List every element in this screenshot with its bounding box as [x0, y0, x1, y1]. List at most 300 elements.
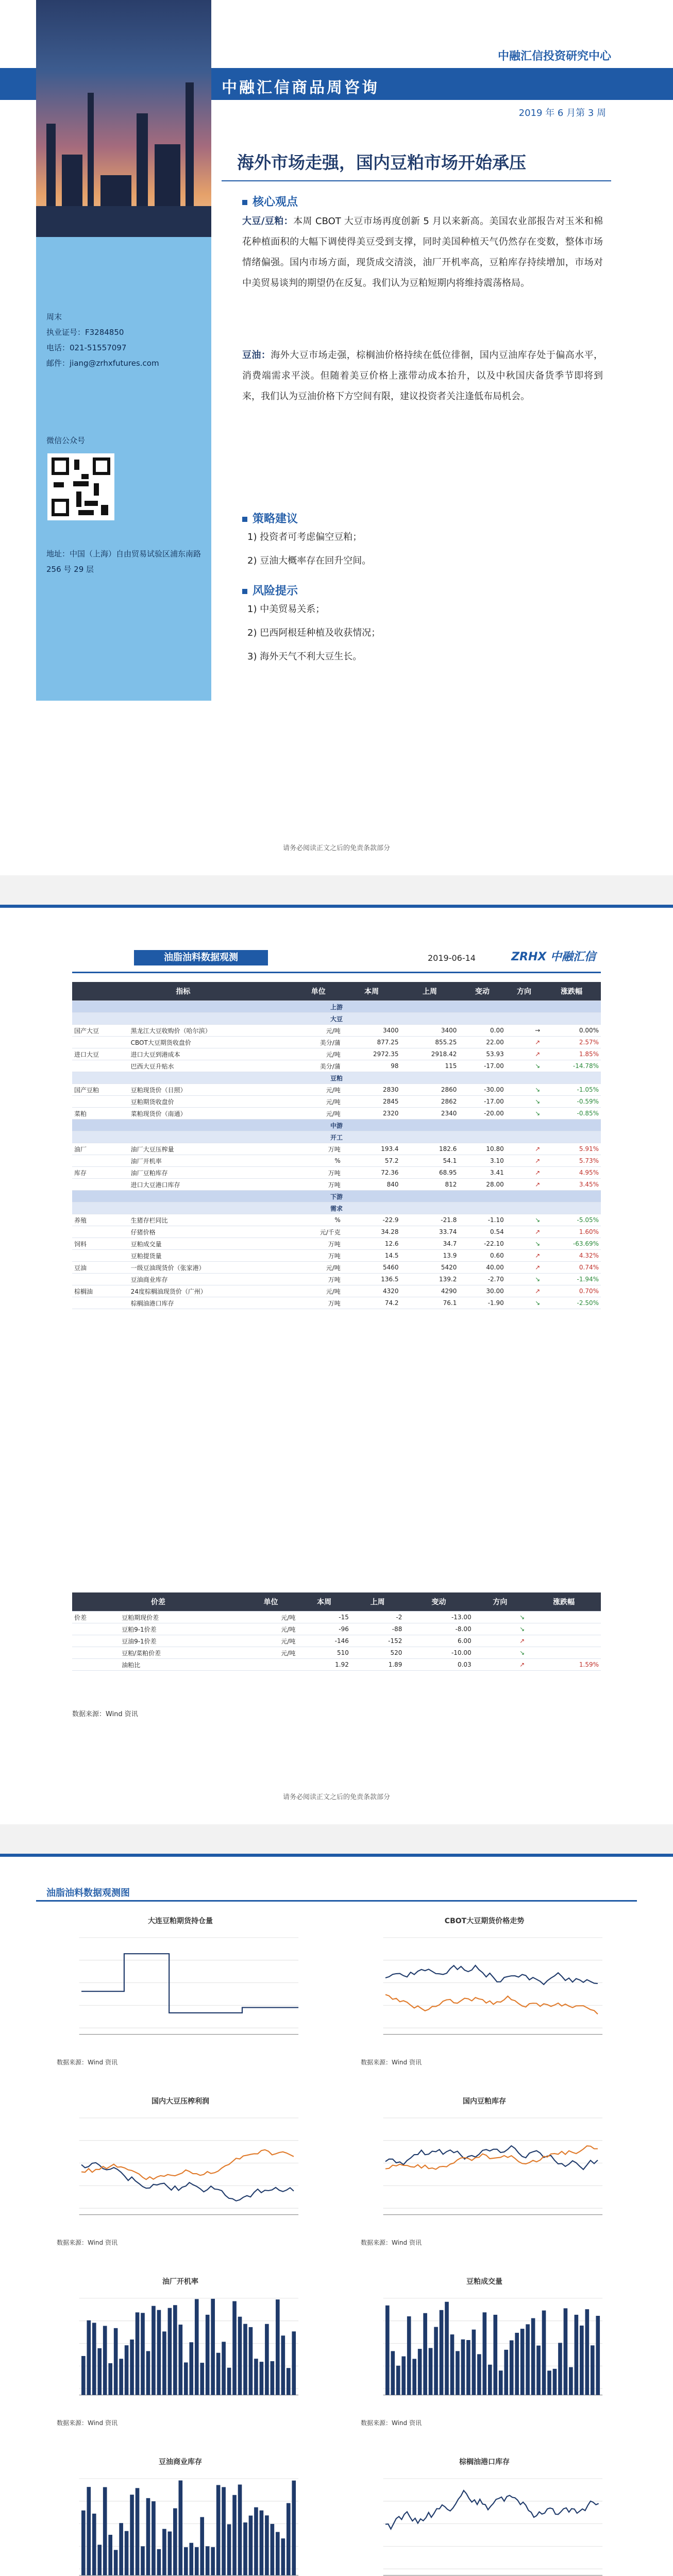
- chart-bar: [510, 2341, 514, 2395]
- chart-bar: [526, 2324, 530, 2395]
- column-header: 变动: [459, 982, 506, 1001]
- chart-bar: [281, 2335, 285, 2395]
- row-indicator: 油厂豆粕库存: [129, 1167, 294, 1179]
- chart-bar: [157, 2310, 161, 2395]
- chart-panel: [57, 2456, 304, 2576]
- strategy-heading: 策略建议: [242, 510, 298, 526]
- data-table-page: [0, 905, 673, 1824]
- chart-bar: [87, 2320, 91, 2395]
- row-value: 4290: [401, 1285, 459, 1297]
- row-value: 美分/蒲: [294, 1037, 343, 1048]
- row-value: ↗: [506, 1250, 542, 1262]
- table-row: [72, 1635, 601, 1647]
- row-value: 53.93: [459, 1048, 506, 1060]
- row-value: 元/吨: [244, 1623, 298, 1635]
- table-header-row: [72, 982, 601, 1001]
- list-item: 2) 巴西阿根廷种植及收获情况；: [247, 628, 381, 638]
- row-value: 3400: [401, 1025, 459, 1037]
- row-value: 855.25: [401, 1037, 459, 1048]
- row-value: ↗: [506, 1167, 542, 1179]
- chart-bar: [211, 2547, 215, 2575]
- chart-bar: [173, 2305, 177, 2395]
- row-value: -30.00: [459, 1084, 506, 1096]
- chart-series: [385, 2146, 598, 2170]
- row-value: 30.00: [459, 1285, 506, 1297]
- chart-bar: [591, 2345, 595, 2395]
- row-category: [72, 1037, 129, 1048]
- row-category: [72, 1297, 129, 1309]
- subgroup-row: [72, 1072, 601, 1084]
- row-indicator: 进口大豆港口库存: [129, 1179, 294, 1191]
- row-category: 库存: [72, 1167, 129, 1179]
- table-row: [72, 1096, 601, 1108]
- row-category: [72, 1623, 120, 1635]
- chart-bar: [477, 2354, 481, 2395]
- chart-bar: [254, 2507, 258, 2575]
- group-label: 中游: [72, 1120, 601, 1131]
- table-row: [72, 1155, 601, 1167]
- chart-title: 大连豆粕期货持仓量: [148, 1917, 213, 1925]
- row-value: -88: [351, 1623, 405, 1635]
- row-value: 元/吨: [294, 1084, 343, 1096]
- chart-bar: [265, 2324, 269, 2395]
- para-lead: 大豆/豆粕：: [242, 216, 294, 227]
- chart-title: 棕榈油港口库存: [459, 2458, 510, 2466]
- column-header: 单位: [244, 1592, 298, 1612]
- chart-series: [385, 1965, 598, 1985]
- row-indicator: 黑龙江大豆收购价（哈尔滨）: [129, 1025, 294, 1037]
- chart-bar: [152, 2306, 156, 2395]
- row-value: 2320: [343, 1108, 401, 1120]
- row-value: 14.5: [343, 1250, 401, 1262]
- row-value: 28.00: [459, 1179, 506, 1191]
- chart-bar: [119, 2523, 123, 2575]
- row-value: 33.74: [401, 1226, 459, 1238]
- chart-bar: [103, 2326, 107, 2395]
- chart-series: [81, 2150, 294, 2180]
- row-indicator: 巴西大豆升贴水: [129, 1060, 294, 1072]
- row-value: ↗: [506, 1037, 542, 1048]
- row-value: ↗: [474, 1635, 527, 1647]
- chart-bar: [87, 2487, 91, 2575]
- row-value: 34.28: [343, 1226, 401, 1238]
- chart-panel: [361, 1916, 608, 2055]
- chart-bar: [396, 2366, 400, 2395]
- row-value: %: [294, 1155, 343, 1167]
- row-value: 万吨: [294, 1238, 343, 1250]
- chart-bar: [114, 2328, 118, 2395]
- row-value: 0.54: [459, 1226, 506, 1238]
- report-series-title: 中融汇信商品周咨询: [222, 79, 379, 97]
- row-value: ↗: [506, 1285, 542, 1297]
- chart-bar: [281, 2538, 285, 2575]
- chart-bar: [542, 2311, 546, 2395]
- chart-bar: [200, 2517, 204, 2575]
- qr-code-icon: [47, 453, 114, 520]
- row-value: 万吨: [294, 1297, 343, 1309]
- row-category: 价差: [72, 1612, 120, 1623]
- chart-bar: [575, 2315, 579, 2395]
- chart-bar: [232, 2495, 237, 2575]
- row-value: 2340: [401, 1108, 459, 1120]
- row-indicator: 棕榈油港口库存: [129, 1297, 294, 1309]
- chart-bar: [423, 2313, 427, 2395]
- row-value: 139.2: [401, 1274, 459, 1285]
- subgroup-row: [72, 1131, 601, 1143]
- row-value: 元/吨: [294, 1025, 343, 1037]
- row-value: 76.1: [401, 1297, 459, 1309]
- row-indicator: 豆油商业库存: [129, 1274, 294, 1285]
- row-value: ↘: [506, 1084, 542, 1096]
- table-row: [72, 1025, 601, 1037]
- row-value: 5420: [401, 1262, 459, 1274]
- chart-plot: [361, 1927, 608, 2050]
- row-value: 元/吨: [244, 1635, 298, 1647]
- row-indicator: 24度棕榈油现货价（广州）: [129, 1285, 294, 1297]
- chart-bar: [401, 2357, 406, 2395]
- page-title: 油脂油料数据观测图: [46, 1888, 130, 1899]
- chart-title: 油厂开机率: [162, 2278, 198, 2286]
- column-header: 上周: [401, 982, 459, 1001]
- list-item: 1) 中美贸易关系；: [247, 604, 325, 615]
- row-value: ↘: [506, 1274, 542, 1285]
- chart-bar: [136, 2488, 140, 2575]
- chart-bar: [179, 2481, 183, 2575]
- row-value: 182.6: [401, 1143, 459, 1155]
- row-value: ↗: [506, 1226, 542, 1238]
- chart-series: [81, 2163, 294, 2201]
- risk-heading: 风险提示: [242, 582, 298, 598]
- address: 地址：中国（上海）自由贸易试验区浦东南路 256 号 29 层: [46, 549, 201, 574]
- chart-bar: [531, 2318, 535, 2395]
- headline: 海外市场走强，国内豆粕市场开始承压: [237, 152, 526, 173]
- company-logo: ZRHX 中融汇信: [511, 951, 596, 963]
- chart-bar: [276, 2299, 280, 2395]
- row-value: -1.05%: [542, 1084, 601, 1096]
- row-value: 40.00: [459, 1262, 506, 1274]
- table-row: [72, 1623, 601, 1635]
- column-header: 价差: [72, 1592, 244, 1612]
- list-item: 3) 海外天气不利大豆生长。: [247, 651, 362, 662]
- row-indicator: 豆油9-1价差: [120, 1635, 244, 1647]
- chart-bar: [553, 2369, 557, 2395]
- chart-source: 数据来源：Wind 资讯: [57, 2059, 117, 2066]
- chart-bar: [260, 2362, 264, 2395]
- row-indicator: 进口大豆到港成本: [129, 1048, 294, 1060]
- chart-bar: [385, 2306, 390, 2395]
- chart-bar: [162, 2331, 166, 2395]
- chart-bar: [547, 2370, 551, 2395]
- chart-bar: [97, 2545, 102, 2575]
- column-header: 本周: [343, 982, 401, 1001]
- chart-bar: [189, 2543, 193, 2575]
- row-category: 菜粕: [72, 1108, 129, 1120]
- chart-bar: [216, 2485, 221, 2575]
- group-label: 上游: [72, 1001, 601, 1013]
- row-value: ↘: [506, 1214, 542, 1226]
- page-footer: 请务必阅读正文之后的免责条款部分: [282, 844, 390, 852]
- row-value: 812: [401, 1179, 459, 1191]
- chart-bar: [195, 2299, 199, 2395]
- row-value: 510: [297, 1647, 351, 1659]
- row-indicator: 豆粕期货收盘价: [129, 1096, 294, 1108]
- row-value: 元/千克: [294, 1226, 343, 1238]
- row-indicator: 生猪存栏同比: [129, 1214, 294, 1226]
- chart-bar: [227, 2524, 231, 2575]
- column-header: 方向: [474, 1592, 527, 1612]
- row-category: [72, 1155, 129, 1167]
- row-value: -1.90: [459, 1297, 506, 1309]
- chart-bar: [292, 2481, 296, 2575]
- chart-bar: [292, 2331, 296, 2395]
- chart-bar: [232, 2301, 237, 2395]
- row-value: 3.45%: [542, 1179, 601, 1191]
- chart-title: 国内大豆压榨利润: [152, 2097, 209, 2106]
- row-value: 54.1: [401, 1155, 459, 1167]
- chart-plot: [57, 1927, 304, 2050]
- row-value: 68.95: [401, 1167, 459, 1179]
- row-value: -2.70: [459, 1274, 506, 1285]
- subgroup-label: 大豆: [72, 1013, 601, 1025]
- table-row: [72, 1612, 601, 1623]
- chart-bar: [472, 2330, 476, 2395]
- chart-bar: [466, 2340, 470, 2395]
- chart-bar: [504, 2350, 508, 2395]
- row-value: 3.41: [459, 1167, 506, 1179]
- chart-bar: [119, 2359, 123, 2395]
- column-header: 变动: [404, 1592, 473, 1612]
- row-value: -21.8: [401, 1214, 459, 1226]
- subgroup-row: [72, 1013, 601, 1025]
- chart-bar: [499, 2370, 503, 2395]
- list-item: 2) 豆油大概率存在回升空间。: [247, 555, 372, 566]
- row-category: 进口大豆: [72, 1048, 129, 1060]
- chart-bar: [488, 2365, 492, 2395]
- chart-bar: [461, 2340, 465, 2395]
- group-label: 下游: [72, 1191, 601, 1202]
- chart-bar: [456, 2351, 460, 2395]
- cover-page: [0, 0, 673, 875]
- row-value: 0.60: [459, 1250, 506, 1262]
- table-row: [72, 1037, 601, 1048]
- chart-title: 国内豆粕库存: [463, 2097, 506, 2106]
- row-value: 115: [401, 1060, 459, 1072]
- chart-bar: [238, 2317, 242, 2395]
- email[interactable]: 邮件：jiang@zrhxfutures.com: [46, 359, 159, 368]
- row-category: [72, 1659, 120, 1671]
- chart-series: [385, 2490, 599, 2529]
- row-value: ↘: [506, 1096, 542, 1108]
- row-value: 万吨: [294, 1167, 343, 1179]
- chart-bar: [265, 2515, 269, 2575]
- row-value: 22.00: [459, 1037, 506, 1048]
- table-row: [72, 1084, 601, 1096]
- row-value: 520: [351, 1647, 405, 1659]
- row-value: -15: [297, 1612, 351, 1623]
- row-value: 0.00: [459, 1025, 506, 1037]
- table-date: 2019-06-14: [428, 953, 476, 963]
- chart-bar: [249, 2516, 253, 2575]
- table-header-row: [72, 1592, 601, 1612]
- row-value: -96: [297, 1623, 351, 1635]
- row-value: 元/吨: [294, 1096, 343, 1108]
- row-indicator: 豆粕期现价差: [120, 1612, 244, 1623]
- chart-bar: [136, 2312, 140, 2395]
- row-value: 万吨: [294, 1179, 343, 1191]
- chart-bar: [580, 2326, 584, 2395]
- chart-bar: [114, 2550, 118, 2575]
- row-indicator: 仔猪价格: [129, 1226, 294, 1238]
- row-value: 2830: [343, 1084, 401, 1096]
- table-row: [72, 1647, 601, 1659]
- chart-bar: [407, 2316, 411, 2395]
- chart-bar: [130, 2340, 134, 2395]
- row-value: 2862: [401, 1096, 459, 1108]
- chart-bar: [515, 2333, 519, 2395]
- chart-source: 数据来源：Wind 资讯: [57, 2239, 117, 2246]
- chart-bar: [92, 2323, 96, 2395]
- row-indicator: 豆粕/菜粕价差: [120, 1647, 244, 1659]
- row-value: -17.00: [459, 1060, 506, 1072]
- row-value: 877.25: [343, 1037, 401, 1048]
- chart-bar: [596, 2316, 600, 2395]
- row-value: 136.5: [343, 1274, 401, 1285]
- row-value: 元/吨: [294, 1262, 343, 1274]
- chart-bar: [271, 2361, 275, 2395]
- row-value: 元/吨: [244, 1647, 298, 1659]
- row-value: 13.9: [401, 1250, 459, 1262]
- chart-bar: [412, 2359, 416, 2395]
- table-row: [72, 1285, 601, 1297]
- chart-bar: [130, 2495, 134, 2575]
- row-value: [244, 1659, 298, 1671]
- chart-plot: [57, 2468, 304, 2576]
- row-category: 养殖: [72, 1214, 129, 1226]
- row-indicator: CBOT大豆期货收盘价: [129, 1037, 294, 1048]
- row-value: 5.73%: [542, 1155, 601, 1167]
- core-view-soy-oil: [242, 345, 603, 407]
- chart-plot: [57, 2107, 304, 2231]
- row-value: -8.00: [404, 1623, 473, 1635]
- subgroup-label: 需求: [72, 1202, 601, 1214]
- row-category: [72, 1226, 129, 1238]
- row-value: 2845: [343, 1096, 401, 1108]
- row-value: [527, 1635, 601, 1647]
- chart-title: CBOT大豆期货价格走势: [444, 1917, 525, 1925]
- chart-bar: [206, 2546, 210, 2575]
- row-value: -152: [351, 1635, 405, 1647]
- row-value: 3.10: [459, 1155, 506, 1167]
- chart-bar: [249, 2327, 253, 2395]
- row-value: 1.92: [297, 1659, 351, 1671]
- row-indicator: 油粕比: [120, 1659, 244, 1671]
- row-value: 0.00%: [542, 1025, 601, 1037]
- row-value: 元/吨: [294, 1108, 343, 1120]
- chart-panel: [361, 2276, 608, 2415]
- para-text: 海外大豆市场走强，棕榈油价格持续在低位徘徊，国内豆油库存处于偏高水平，消费端需求平淡。但随着美豆价格上涨带动成本抬升，以及中秋国庆备货季节即将到来，我们认为豆油价格下方空间有限，建议投资者关注逢低布局机会。: [242, 350, 603, 402]
- chart-bar: [189, 2342, 193, 2395]
- main-data-table: [72, 982, 601, 1309]
- chart-bar: [440, 2310, 444, 2395]
- chart-bar: [141, 2546, 145, 2575]
- row-value: [527, 1612, 601, 1623]
- table-row: [72, 1297, 601, 1309]
- row-value: ↘: [506, 1297, 542, 1309]
- row-value: -10.00: [404, 1647, 473, 1659]
- table-header: [72, 941, 601, 973]
- row-value: 1.59%: [527, 1659, 601, 1671]
- row-value: 0.74%: [542, 1262, 601, 1274]
- charts-page-1: [0, 1854, 673, 2576]
- chart-title: 豆粕成交量: [466, 2278, 502, 2286]
- row-value: 6.00: [404, 1635, 473, 1647]
- chart-bar: [391, 2351, 395, 2395]
- row-value: -20.00: [459, 1108, 506, 1120]
- row-value: -5.05%: [542, 1214, 601, 1226]
- chart-bar: [216, 2353, 221, 2395]
- chart-bar: [564, 2308, 568, 2395]
- row-value: 0.70%: [542, 1285, 601, 1297]
- core-view-soybean-meal: [242, 211, 603, 294]
- chart-panel: [361, 2456, 608, 2576]
- sidebar: [36, 0, 211, 701]
- chart-plot: [57, 2287, 304, 2411]
- chart-title: 豆油商业库存: [159, 2458, 202, 2466]
- row-value: -17.00: [459, 1096, 506, 1108]
- row-value: 万吨: [294, 1143, 343, 1155]
- chart-bar: [287, 2503, 291, 2575]
- row-indicator: 一级豆油现货价（张家港）: [129, 1262, 294, 1274]
- row-value: -0.59%: [542, 1096, 601, 1108]
- table-row: [72, 1250, 601, 1262]
- chart-bar: [243, 2522, 247, 2575]
- row-category: 国产大豆: [72, 1025, 129, 1037]
- chart-bar: [450, 2334, 455, 2395]
- chart-bar: [168, 2308, 172, 2395]
- chart-bar: [173, 2509, 177, 2575]
- row-value: -1.10: [459, 1214, 506, 1226]
- row-value: 193.4: [343, 1143, 401, 1155]
- row-value: -13.00: [404, 1612, 473, 1623]
- row-value: ↗: [506, 1262, 542, 1274]
- risk-list: [247, 598, 380, 669]
- row-category: [72, 1096, 129, 1108]
- row-category: 棕榈油: [72, 1285, 129, 1297]
- chart-bar: [125, 2345, 129, 2395]
- row-value: 1.85%: [542, 1048, 601, 1060]
- table-row: [72, 1108, 601, 1120]
- table-title: 油脂油料数据观测: [134, 950, 268, 965]
- row-value: →: [506, 1025, 542, 1037]
- row-indicator: 豆粕成交量: [129, 1238, 294, 1250]
- row-value: -2.50%: [542, 1297, 601, 1309]
- column-header: 本周: [297, 1592, 351, 1612]
- row-value: 3400: [343, 1025, 401, 1037]
- chart-bar: [146, 2351, 150, 2395]
- column-header: 方向: [506, 982, 542, 1001]
- row-value: [527, 1623, 601, 1635]
- row-value: -0.85%: [542, 1108, 601, 1120]
- table-source: 数据来源：Wind 资讯: [72, 1710, 138, 1718]
- row-indicator: 豆粕9-1价差: [120, 1623, 244, 1635]
- row-category: [72, 1635, 120, 1647]
- chart-plot: [361, 2287, 608, 2411]
- phone: 电话：021-51557097: [46, 343, 127, 352]
- row-value: 5460: [343, 1262, 401, 1274]
- chart-panel: [57, 2096, 304, 2235]
- qr-label: 微信公众号: [46, 436, 86, 445]
- chart-bar: [81, 2356, 86, 2395]
